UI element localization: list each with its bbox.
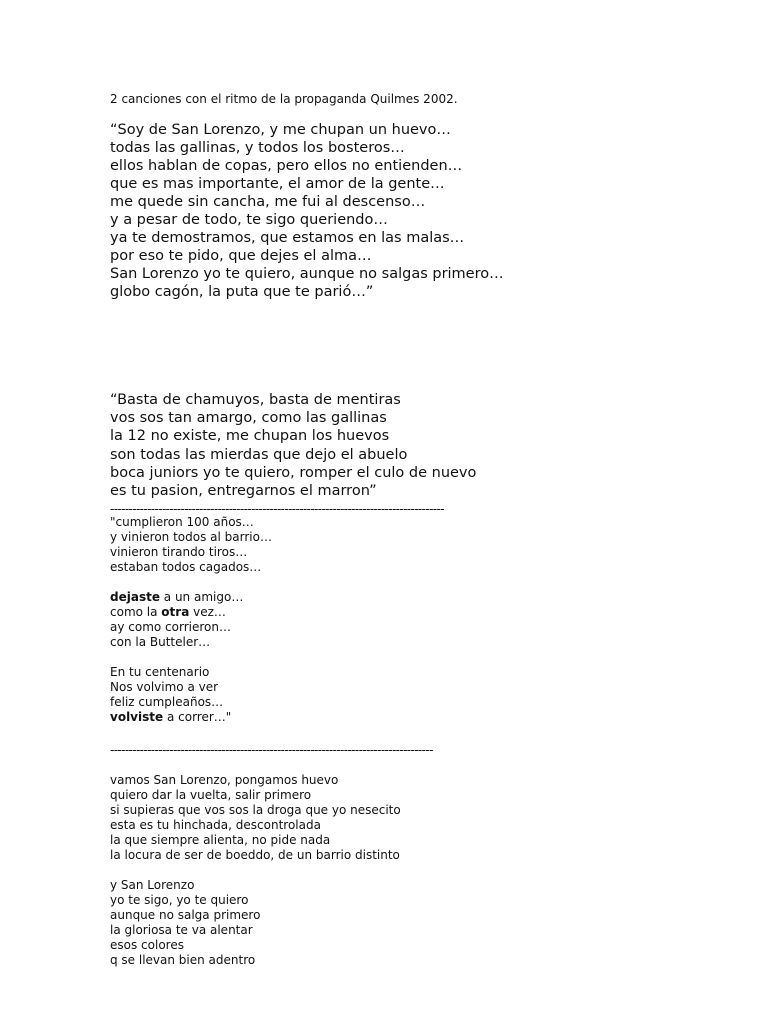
song-line: En tu centenario	[110, 665, 210, 679]
song-line: por eso te pido, que dejes el alma…	[110, 248, 372, 264]
song-line: “Basta de chamuyos, basta de mentiras	[110, 392, 401, 408]
stanza-break	[110, 575, 272, 590]
song-line: son todas las mierdas que dejo el abuelo	[110, 446, 408, 463]
song-line: ellos hablan de copas, pero ellos no entienden…	[110, 158, 463, 174]
song-line: estaban todos cagados…	[110, 560, 262, 574]
song-line: la locura de ser de boeddo, de un barrio distinto	[110, 848, 400, 862]
song-line: todas las gallinas, y todos los bosteros…	[110, 140, 405, 156]
song-line: la gloriosa te va alentar	[110, 923, 253, 937]
song-line: que es mas importante, el amor de la gente…	[110, 176, 445, 192]
song-line: la 12 no existe, me chupan los huevos	[110, 428, 390, 445]
song-4	[110, 773, 401, 968]
song-line: esta es tu hinchada, descontrolada	[110, 818, 321, 832]
song-line: “Soy de San Lorenzo, y me chupan un huevo…	[110, 122, 451, 138]
song-line: la que siempre alienta, no pide nada	[110, 833, 331, 847]
document-heading: 2 canciones con el ritmo de la propaganda Quilmes 2002.	[110, 92, 458, 106]
song-line: si supieras que vos sos la droga que yo nesecito	[110, 803, 401, 817]
song-line: dejaste a un amigo…	[110, 590, 244, 604]
song-line: q se llevan bien adentro	[110, 953, 256, 967]
song-line: y San Lorenzo	[110, 878, 195, 892]
separator-line: ---------------------------------------------------------------------------------------	[110, 743, 433, 757]
song-2	[110, 391, 476, 500]
song-line: me quede sin cancha, me fui al descenso…	[110, 194, 426, 210]
song-line: feliz cumpleaños…	[110, 695, 224, 709]
bold-word: otra	[161, 605, 190, 619]
song-line: volviste a correr…"	[110, 710, 232, 724]
song-line: es tu pasion, entregarnos el marron”	[110, 483, 377, 500]
song-line: vinieron tirando tiros…	[110, 545, 248, 559]
song-line: y a pesar de todo, te sigo queriendo…	[110, 212, 388, 228]
song-line: Nos volvimo a ver	[110, 680, 219, 694]
song-line: y vinieron todos al barrio…	[110, 530, 272, 544]
song-1	[110, 121, 504, 301]
song-line: como la otra vez…	[110, 605, 226, 619]
song-line: boca juniors yo te quiero, romper el culo de nuevo	[110, 464, 477, 481]
song-line: quiero dar la vuelta, salir primero	[110, 788, 312, 802]
separator-line: ------------------------------------------------------------------------------------------	[110, 502, 444, 516]
song-line: globo cagón, la puta que te parió…”	[110, 284, 374, 300]
song-line: "cumplieron 100 años…	[110, 515, 254, 529]
song-3	[110, 515, 272, 725]
bold-word: dejaste	[110, 590, 160, 604]
song-line: esos colores	[110, 938, 184, 952]
song-line: vos sos tan amargo, como las gallinas	[110, 410, 387, 427]
stanza-break	[110, 650, 272, 665]
song-line: yo te sigo, yo te quiero	[110, 893, 249, 907]
song-line: San Lorenzo yo te quiero, aunque no salgas primero…	[110, 266, 504, 282]
song-line: ay como corrieron…	[110, 620, 231, 634]
song-line: vamos San Lorenzo, pongamos huevo	[110, 773, 339, 787]
bold-word: volviste	[110, 710, 164, 724]
song-line: ya te demostramos, que estamos en las malas…	[110, 230, 465, 246]
song-line: con la Butteler…	[110, 635, 211, 649]
stanza-break	[110, 863, 401, 878]
song-line: aunque no salga primero	[110, 908, 261, 922]
